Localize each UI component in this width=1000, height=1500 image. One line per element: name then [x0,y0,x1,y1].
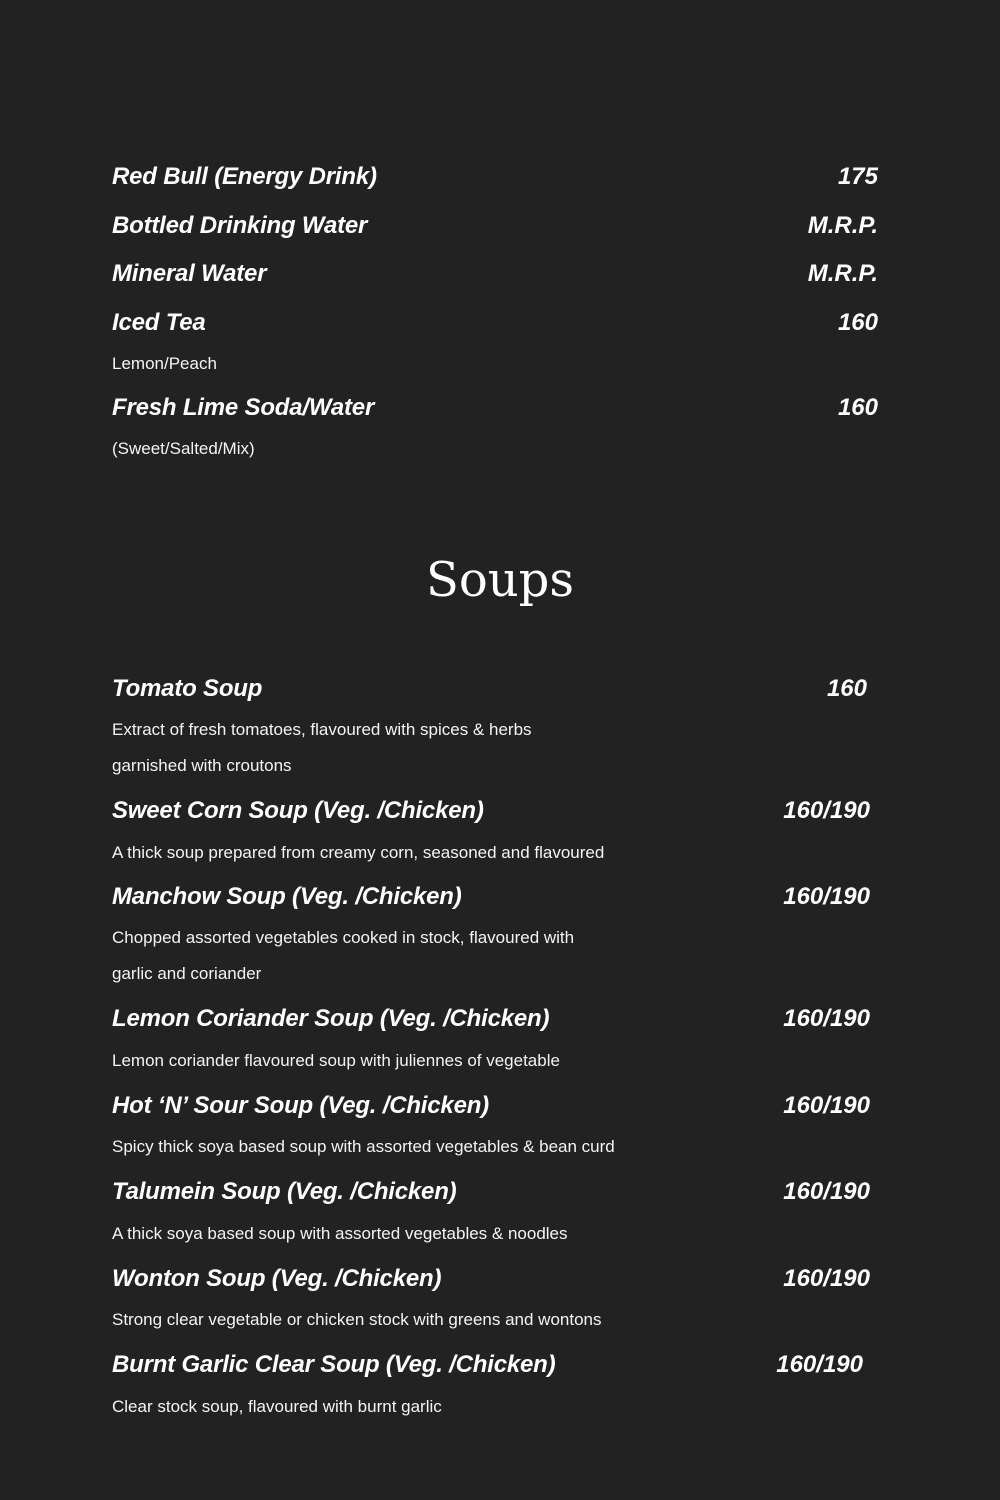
menu-item-name: Sweet Corn Soup (Veg. /Chicken) [112,797,484,824]
menu-item-name: Tomato Soup [112,675,263,702]
menu-item-price: M.R.P. [807,212,878,239]
menu-item-description: A thick soya based soup with assorted vegetables & noodles [112,1224,568,1243]
menu-item-description: Extract of fresh tomatoes, flavoured with spices & herbs [112,720,532,739]
menu-item-description: Chopped assorted vegetables cooked in stock, flavoured with [112,928,575,947]
menu-item-price: 175 [837,163,878,190]
menu-item-description: garlic and coriander [112,964,262,983]
menu-item-price: 160/190 [783,1265,870,1292]
menu-item-price: 160/190 [783,883,870,910]
menu-item-description: Lemon coriander flavoured soup with juliennes of vegetable [112,1051,560,1070]
menu-item-price: 160 [826,675,867,702]
menu-item-name: Hot ‘N’ Sour Soup (Veg. /Chicken) [112,1092,489,1119]
menu-item-name: Burnt Garlic Clear Soup (Veg. /Chicken) [112,1351,556,1378]
menu-item-price: 160/190 [783,1092,870,1119]
menu-item-price: 160 [837,394,878,421]
section-title-soups: Soups [425,552,575,608]
menu-item-description: Clear stock soup, flavoured with burnt garlic [112,1397,442,1416]
menu-item-name: Mineral Water [112,260,267,287]
menu-item-price: 160/190 [783,1005,870,1032]
menu-item-description: Lemon/Peach [112,354,217,373]
menu-item-price: 160/190 [776,1351,863,1378]
menu-item-name: Fresh Lime Soda/Water [112,394,375,421]
menu-item-name: Manchow Soup (Veg. /Chicken) [112,883,462,910]
menu-item-name: Bottled Drinking Water [112,212,368,239]
menu-item-name: Red Bull (Energy Drink) [112,163,377,190]
menu-item-description: (Sweet/Salted/Mix) [112,439,255,458]
menu-item-name: Iced Tea [112,309,206,336]
menu-item-name: Talumein Soup (Veg. /Chicken) [112,1178,457,1205]
menu-item-description: Spicy thick soya based soup with assorted vegetables & bean curd [112,1137,615,1156]
menu-item-name: Wonton Soup (Veg. /Chicken) [112,1265,442,1292]
menu-item-description: Strong clear vegetable or chicken stock with greens and wontons [112,1310,602,1329]
menu-item-name: Lemon Coriander Soup (Veg. /Chicken) [112,1005,550,1032]
menu-item-description: garnished with croutons [112,756,292,775]
menu-item-price: 160/190 [783,797,870,824]
menu-item-price: M.R.P. [807,260,878,287]
menu-item-price: 160 [837,309,878,336]
menu-item-description: A thick soup prepared from creamy corn, seasoned and flavoured [112,843,605,862]
menu-item-price: 160/190 [783,1178,870,1205]
